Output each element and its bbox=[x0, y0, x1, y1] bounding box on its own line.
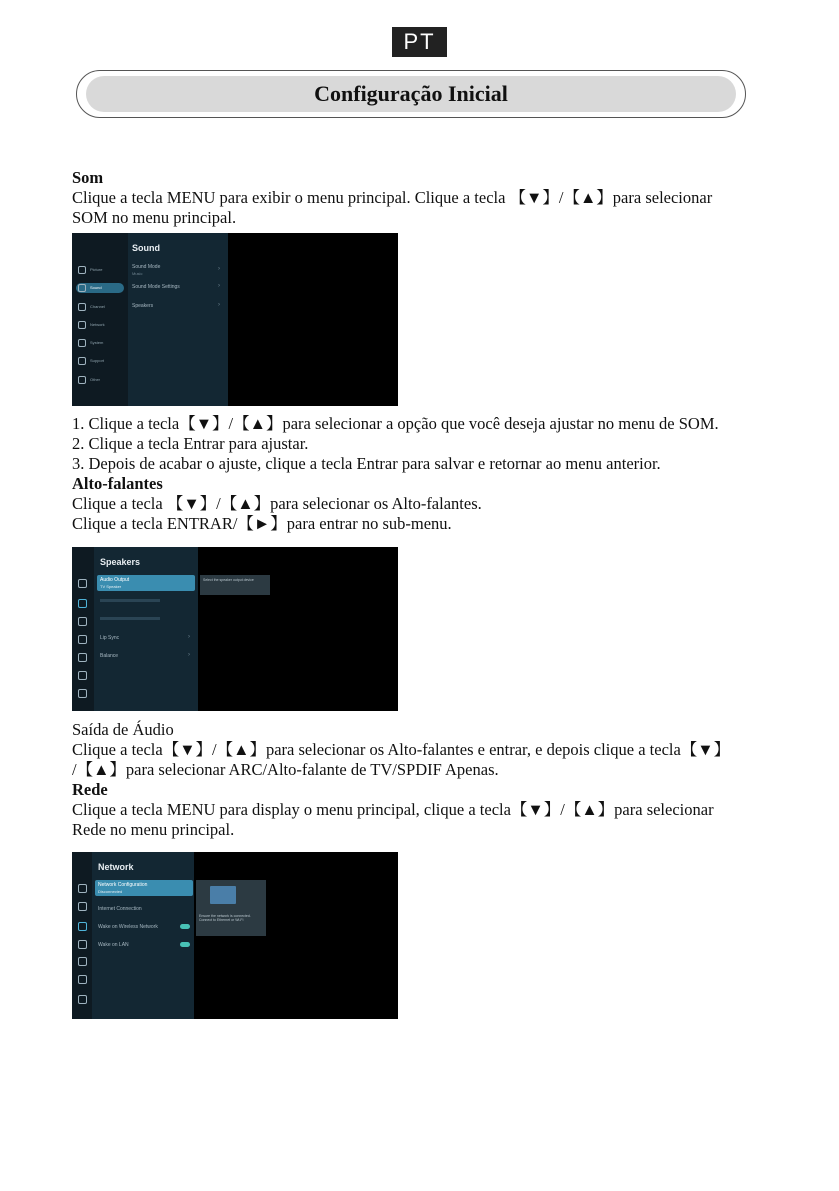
wifi-icon bbox=[78, 339, 86, 347]
support-icon bbox=[78, 995, 87, 1004]
alto-line1: Clique a tecla 【▼】/【▲】para selecionar os Alto-falantes. bbox=[72, 494, 482, 513]
tv-menu-panel bbox=[128, 233, 228, 406]
support-icon bbox=[78, 689, 87, 698]
channel-icon bbox=[78, 303, 86, 311]
screenshot-speakers-menu bbox=[72, 547, 398, 711]
tv-menu-panel bbox=[94, 547, 198, 711]
menu-item-disabled bbox=[100, 617, 160, 620]
menu-item-balance: Balance bbox=[100, 653, 119, 659]
alto-line2: Clique a tecla ENTRAR/【►】para entrar no sub-menu. bbox=[72, 514, 452, 533]
sound-icon bbox=[78, 902, 87, 911]
tv-sidebar-item: Network bbox=[76, 320, 124, 330]
tv-sidebar-item-active: Sound bbox=[76, 283, 124, 293]
sound-icon bbox=[78, 599, 87, 608]
menu-item-highlight bbox=[97, 575, 195, 591]
network-icon bbox=[78, 321, 86, 329]
help-popup: Select the speaker output device bbox=[200, 575, 270, 595]
screenshot-sound-menu bbox=[72, 233, 398, 406]
heading-som: Som bbox=[72, 168, 104, 187]
network-icon bbox=[78, 922, 87, 931]
som-intro-line2: SOM no menu principal. bbox=[72, 208, 237, 227]
wifi-icon bbox=[78, 653, 87, 662]
menu-item-audio-output: Audio Output TV Speaker bbox=[100, 577, 130, 589]
menu-title: Speakers bbox=[100, 557, 141, 567]
tv-sidebar-item: Other bbox=[76, 375, 124, 385]
som-intro-line1: Clique a tecla MENU para exibir o menu principal. Clique a tecla 【▼】/【▲】para selecionar bbox=[72, 188, 713, 207]
menu-item-internet-connection: Internet Connection bbox=[98, 906, 142, 912]
menu-item-highlight bbox=[95, 880, 193, 896]
picture-icon bbox=[78, 266, 86, 274]
system-icon bbox=[78, 357, 86, 365]
chevron-right-icon: › bbox=[218, 266, 220, 272]
tv-sidebar-item: System bbox=[76, 338, 124, 348]
picture-icon bbox=[78, 884, 87, 893]
tv-menu-panel bbox=[92, 852, 194, 1019]
som-step-1: 1. Clique a tecla【▼】/【▲】para selecionar a opção que você deseja ajustar no menu de SOM. bbox=[72, 414, 719, 433]
channel-icon bbox=[78, 940, 87, 949]
rede-line1: Clique a tecla MENU para display o menu principal, clique a tecla【▼】/【▲】para selecionar bbox=[72, 800, 714, 819]
menu-item-wake-on-wireless: Wake on Wireless Network bbox=[98, 924, 158, 930]
chevron-right-icon: › bbox=[218, 302, 220, 308]
support-icon bbox=[78, 376, 86, 384]
tv-sidebar-item: Picture bbox=[76, 265, 124, 275]
heading-rede: Rede bbox=[72, 780, 108, 799]
chevron-right-icon: › bbox=[188, 634, 190, 640]
menu-item-disabled bbox=[100, 599, 160, 602]
menu-item-speakers: Speakers bbox=[132, 303, 154, 309]
menu-item-network-configuration: Network Configuration Disconnected bbox=[98, 882, 148, 894]
chevron-right-icon: › bbox=[218, 283, 220, 289]
picture-icon bbox=[78, 579, 87, 588]
menu-item-sound-mode: Sound Mode Music bbox=[132, 264, 161, 276]
saida-line1: Clique a tecla【▼】/【▲】para selecionar os Alto-falantes e entrar, e depois clique a tecla【▼】 bbox=[72, 740, 731, 759]
menu-item-sound-mode-settings: Sound Mode Settings bbox=[132, 284, 180, 290]
chevron-right-icon: › bbox=[188, 652, 190, 658]
wifi-icon bbox=[78, 957, 87, 966]
tv-sidebar bbox=[72, 233, 128, 406]
page-title: Configuração Inicial bbox=[314, 81, 508, 106]
channel-icon bbox=[78, 617, 87, 626]
som-step-3: 3. Depois de acabar o ajuste, clique a tecla Entrar para salvar e retornar ao menu anterior. bbox=[72, 454, 661, 473]
help-popup: Ensure the network is connected. Connect to Ethernet or Wi-Fi bbox=[196, 880, 266, 936]
toggle-switch bbox=[180, 942, 190, 947]
network-icon bbox=[78, 635, 87, 644]
som-step-2: 2. Clique a tecla Entrar para ajustar. bbox=[72, 434, 309, 453]
tv-sidebar bbox=[72, 852, 92, 1019]
language-badge: PT bbox=[392, 27, 447, 57]
sound-icon bbox=[78, 284, 86, 292]
screenshot-network-menu bbox=[72, 852, 398, 1019]
heading-alto-falantes: Alto-falantes bbox=[72, 474, 163, 493]
tv-sidebar-item: Support bbox=[76, 356, 124, 366]
tv-sidebar bbox=[72, 547, 94, 711]
menu-item-lip-sync: Lip Sync bbox=[100, 635, 120, 641]
saida-line2: /【▲】para selecionar ARC/Alto-falante de TV/SPDIF Apenas. bbox=[72, 760, 499, 779]
rede-line2: Rede no menu principal. bbox=[72, 820, 235, 839]
toggle-switch bbox=[180, 924, 190, 929]
menu-title: Network bbox=[98, 862, 134, 872]
menu-title: Sound bbox=[132, 243, 160, 253]
system-icon bbox=[78, 671, 87, 680]
system-icon bbox=[78, 975, 87, 984]
menu-item-wake-on-lan: Wake on LAN bbox=[98, 942, 129, 948]
tv-sidebar-item: Channel bbox=[76, 302, 124, 312]
title-banner bbox=[86, 76, 736, 112]
heading-saida-audio: Saída de Áudio bbox=[72, 720, 174, 739]
network-illustration-icon bbox=[210, 886, 236, 904]
